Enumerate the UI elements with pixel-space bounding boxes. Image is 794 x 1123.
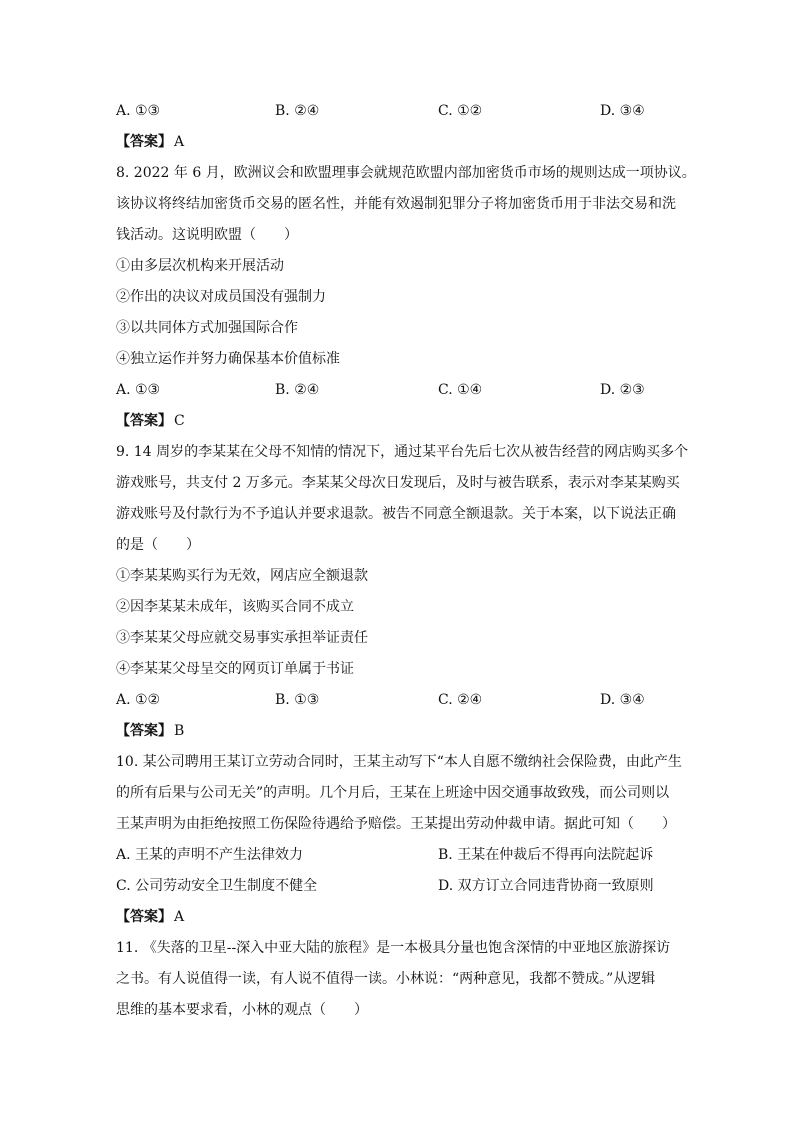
- q8-stem-line: 8. 2022 年 6 月，欧洲议会和欧盟理事会就规范欧盟内部加密货币市场的规则达成一项协议。: [116, 165, 696, 181]
- q10-option-b: B. 王某在仲裁后不得再向法院起诉: [438, 847, 654, 863]
- q7-option-b: B. ②④: [275, 103, 320, 119]
- q8-statement: ③以共同体方式加强国际合作: [116, 320, 298, 336]
- q9-stem-line: 游戏账号，共支付 2 万多元。李某某父母次日发现后，及时与被告联系，表示对李某某购买: [116, 475, 680, 491]
- q11-stem-line: 11. 《失落的卫星--深入中亚大陆的旅程》是一本极具分量也饱含深情的中亚地区旅游探访: [116, 940, 671, 956]
- q7-option-a: A. ①③: [116, 103, 161, 119]
- q8-options: [116, 375, 686, 406]
- answer-letter: B: [174, 723, 185, 739]
- q8-option-c: C. ①④: [438, 382, 483, 398]
- q10-option-d: D. 双方订立合同违背协商一致原则: [438, 878, 654, 894]
- q10-stem-line: 王某声明为由拒绝按照工伤保险待遇给予赔偿。王某提出劳动仲裁申请。据此可知（ ）: [116, 816, 676, 832]
- q9-stem-line: 游戏账号及付款行为不予追认并要求退款。被告不同意全额退款。关于本案，以下说法正确: [116, 506, 676, 522]
- q9-options: [116, 685, 686, 716]
- q10-stem-line: 10. 某公司聘用王某订立劳动合同时，王某主动写下“本人自愿不缴纳社会保险费，由此产生: [116, 754, 682, 770]
- q9-option-c: C. ②④: [438, 692, 483, 708]
- answer-letter: A: [174, 909, 185, 925]
- q8-answer: [116, 406, 686, 437]
- q9-option-b: B. ①③: [275, 692, 320, 708]
- answer-letter: C: [174, 413, 185, 429]
- q7-answer: [116, 127, 686, 158]
- q10-option-c: C. 公司劳动安全卫生制度不健全: [116, 878, 318, 894]
- q9-statement: ③李某某父母应就交易事实承担举证责任: [116, 630, 368, 646]
- q7-option-c: C. ①②: [438, 103, 483, 119]
- q8-option-b: B. ②④: [275, 382, 320, 398]
- q8-statement: ④独立运作并努力确保基本价值标准: [116, 351, 340, 367]
- q10-answer: [116, 902, 686, 933]
- q11-stem-line: 之书。有人说值得一读，有人说不值得一读。小林说：“两种意见，我都不赞成。”从逻辑: [116, 971, 656, 987]
- q8-stem-line: 该协议将终结加密货币交易的匿名性，并能有效遏制犯罪分子将加密货币用于非法交易和洗: [116, 196, 676, 212]
- q9-option-d: D. ③④: [600, 692, 645, 708]
- answer-tag: 【答案】: [116, 413, 172, 429]
- q9-option-a: A. ①②: [116, 692, 161, 708]
- q9-stem-line: 的是（ ）: [116, 537, 200, 553]
- q9-stem-line: 9. 14 周岁的李某某在父母不知情的情况下，通过某平台先后七次从被告经营的网店购买多个: [116, 444, 689, 460]
- q8-option-d: D. ②③: [600, 382, 645, 398]
- q7-options: [116, 96, 686, 127]
- q10-stem-line: 的所有后果与公司无关”的声明。几个月后，王某在上班途中因交通事故致残，而公司则以: [116, 785, 670, 801]
- q10-options-row: [116, 840, 686, 871]
- q7-option-d: D. ③④: [600, 103, 645, 119]
- q8-stem-line: 钱活动。这说明欧盟（ ）: [116, 227, 298, 243]
- answer-tag: 【答案】: [116, 723, 172, 739]
- answer-letter: A: [174, 134, 185, 150]
- q10-option-a: A. 王某的声明不产生法律效力: [116, 847, 304, 863]
- q8-statement: ①由多层次机构来开展活动: [116, 258, 284, 274]
- q11-stem-line: 思维的基本要求看，小林的观点（ ）: [116, 1002, 368, 1018]
- q9-statement: ②因李某某未成年，该购买合同不成立: [116, 599, 354, 615]
- q8-option-a: A. ①③: [116, 382, 161, 398]
- q9-statement: ④李某某父母呈交的网页订单属于书证: [116, 661, 354, 677]
- exam-page: [116, 96, 696, 1026]
- q9-statement: ①李某某购买行为无效，网店应全额退款: [116, 568, 368, 584]
- q10-options-row: [116, 871, 686, 902]
- q9-answer: [116, 716, 686, 747]
- answer-tag: 【答案】: [116, 909, 172, 925]
- q8-statement: ②作出的决议对成员国没有强制力: [116, 289, 326, 305]
- answer-tag: 【答案】: [116, 134, 172, 150]
